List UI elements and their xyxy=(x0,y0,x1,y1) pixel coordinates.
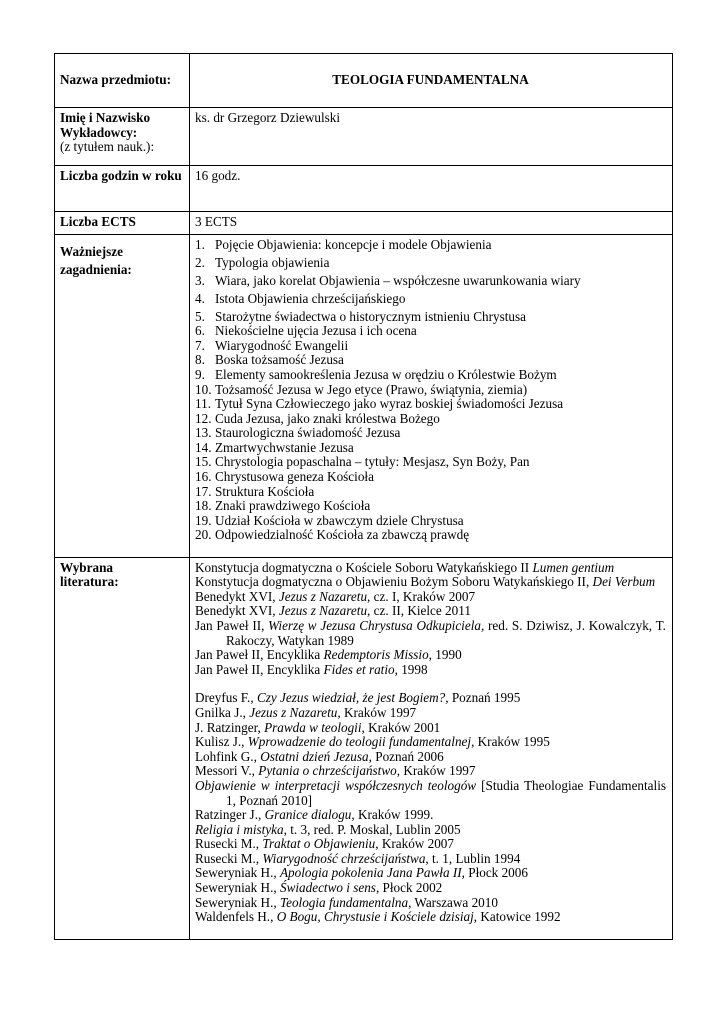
literature-details: , Płock 2006 xyxy=(461,865,528,881)
literature-details: , Kraków 2001 xyxy=(361,719,441,735)
literature-item xyxy=(195,764,666,779)
literature-title: Fides et ratio xyxy=(323,661,395,677)
literature-item xyxy=(195,837,666,852)
topic-number: 11. xyxy=(195,396,211,412)
literature-author: Konstytucja dogmatyczna o Objawieniu Bożym Soboru Watykańskiego II, xyxy=(195,574,593,590)
literature-author: Ratzinger J., xyxy=(195,807,265,823)
literature-item xyxy=(195,561,666,576)
literature-title: Teologia fundamentalna xyxy=(279,894,409,910)
topic-number: 12. xyxy=(195,410,212,426)
literature-item xyxy=(195,619,666,648)
topic-number: 8. xyxy=(195,352,205,368)
topic-item xyxy=(195,324,666,339)
literature-label-line2: literatura: xyxy=(60,574,119,590)
topic-number: 19. xyxy=(195,512,212,528)
topic-text: Odpowiedzialność Kościoła za zbawczą prawdę xyxy=(215,527,470,543)
literature-title: Czy Jezus wiedział, że jest Bogiem? xyxy=(256,690,446,706)
hours-value: 16 godz. xyxy=(190,166,673,212)
topic-number: 13. xyxy=(195,425,212,441)
literature-item xyxy=(195,706,666,721)
topic-item xyxy=(195,383,666,398)
literature-details: , t. 1, Lublin 1994 xyxy=(425,850,521,866)
literature-author: Jan Paweł II, Encyklika xyxy=(195,647,324,663)
literature-title: Jezus z Nazaretu, xyxy=(278,588,371,604)
topics-cell xyxy=(190,234,673,557)
literature-title: Jezus z Nazaretu, xyxy=(249,704,341,720)
topic-text: Niekościelne ujęcia Jezusa i ich ocena xyxy=(215,323,417,339)
literature-author: Jan Paweł II, xyxy=(195,617,269,633)
literature-title: Traktat o Objawieniu xyxy=(262,836,376,852)
literature-item xyxy=(195,750,666,765)
topic-item xyxy=(195,274,666,289)
lecturer-row xyxy=(55,108,673,166)
topics-list xyxy=(195,238,666,543)
topic-number: 20. xyxy=(195,527,212,543)
literature-title: O Bogu, Chrystusie i Kościele dzisiaj xyxy=(276,909,474,925)
literature-details: , Warszawa 2010 xyxy=(408,894,498,910)
topic-number: 16. xyxy=(195,469,212,485)
topic-text: Chrystusowa geneza Kościoła xyxy=(215,469,374,485)
topic-item xyxy=(195,528,666,543)
topic-item xyxy=(195,514,666,529)
topic-item xyxy=(195,310,666,325)
topic-text: Elementy samookreślenia Jezusa w orędziu o Królestwie Bożym xyxy=(215,366,557,382)
course-name-label: Nazwa przedmiotu: xyxy=(55,54,190,108)
topic-item xyxy=(195,426,666,441)
topic-text: Starożytne świadectwa o historycznym istnieniu Chrystusa xyxy=(215,308,526,324)
topic-item xyxy=(195,353,666,368)
topic-item xyxy=(195,441,666,456)
literature-details: , Kraków 1995 xyxy=(471,734,550,750)
literature-author: Benedykt XVI, xyxy=(195,603,279,619)
topics-row xyxy=(55,234,673,557)
hours-label: Liczba godzin w roku xyxy=(55,166,190,212)
literature-details: cz. I, Kraków 2007 xyxy=(370,588,476,604)
literature-title: Dei Verbum xyxy=(592,574,656,590)
topic-text: Pojęcie Objawienia: koncepcje i modele Objawienia xyxy=(215,236,492,252)
topic-item xyxy=(195,292,666,307)
topic-number: 10. xyxy=(195,381,212,397)
literature-author: Messori V., xyxy=(195,763,259,779)
literature-item xyxy=(195,881,666,896)
literature-row xyxy=(55,557,673,939)
topic-number: 5. xyxy=(195,308,205,324)
literature-item xyxy=(195,691,666,706)
lecturer-value: ks. dr Grzegorz Dziewulski xyxy=(190,108,673,166)
topics-label: Ważniejsze zagadnienia: xyxy=(60,243,132,277)
literature-details: red. S. Dziwisz, J. Kowalczyk, T. Rakoczy, Watykan 1989 xyxy=(226,617,666,648)
lecturer-label-line1: Imię i Nazwisko xyxy=(60,110,151,125)
literature-details: , 1998 xyxy=(394,661,428,677)
literature-author: Rusecki M., xyxy=(195,850,263,866)
topic-item xyxy=(195,256,666,271)
topic-item xyxy=(195,412,666,427)
topic-item xyxy=(195,470,666,485)
literature-title: Lumen gentium xyxy=(532,559,615,575)
topic-item xyxy=(195,368,666,383)
literature-item xyxy=(195,779,666,808)
literature-details: , Poznań 1995 xyxy=(445,690,521,706)
literature-item xyxy=(195,808,666,823)
literature-author: Benedykt XVI, xyxy=(195,588,279,604)
literature-title: Redemptoris Missio, xyxy=(323,647,432,663)
literature-item xyxy=(195,896,666,911)
ects-value: 3 ECTS xyxy=(190,212,673,235)
literature-details: , Kraków 1999. xyxy=(351,807,434,823)
literature-details: , Poznań 2006 xyxy=(368,748,444,764)
literature-title: Wiarygodność chrześcijaństwa xyxy=(262,850,426,866)
literature-title: Jezus z Nazaretu, xyxy=(278,603,371,619)
topic-item xyxy=(195,485,666,500)
topic-number: 9. xyxy=(195,366,205,382)
literature-details: 1990 xyxy=(431,647,462,663)
literature-details: , Katowice 1992 xyxy=(473,909,561,925)
literature-title: Pytania o chrześcijaństwo xyxy=(258,763,397,779)
topic-text: Struktura Kościoła xyxy=(215,483,315,499)
literature-item xyxy=(195,852,666,867)
literature-title: Ostatni dzień Jezusa xyxy=(260,748,369,764)
course-name-value: TEOLOGIA FUNDAMENTALNA xyxy=(190,54,673,108)
topic-text: Wiarygodność Ewangelii xyxy=(215,337,349,353)
literature-item xyxy=(195,823,666,838)
topic-text: Znaki prawdziwego Kościoła xyxy=(215,498,371,514)
topic-number: 7. xyxy=(195,337,205,353)
literature-details: , Kraków 1997 xyxy=(396,763,476,779)
topic-text: Staurologiczna świadomość Jezusa xyxy=(215,425,401,441)
literature-label-line1: Wybrana xyxy=(60,559,114,575)
literature-item xyxy=(195,866,666,881)
topic-text: Boska tożsamość Jezusa xyxy=(215,352,344,368)
literature-author: Seweryniak H., xyxy=(195,880,280,896)
literature-title: Religia i mistyka xyxy=(195,821,284,837)
literature-author: Rusecki M., xyxy=(195,836,263,852)
topic-text: Tytuł Syna Człowieczego jako wyraz boskiej świadomości Jezusa xyxy=(215,396,564,412)
literature-item xyxy=(195,575,666,590)
topic-text: Chrystologia popaschalna – tytuły: Mesjasz, Syn Boży, Pan xyxy=(215,454,530,470)
literature-author: Seweryniak H., xyxy=(195,865,280,881)
topic-number: 1. xyxy=(195,236,205,252)
literature-label xyxy=(55,557,190,939)
ects-row xyxy=(55,212,673,235)
literature-cell xyxy=(190,557,673,939)
topic-item xyxy=(195,397,666,412)
literature-title: Objawienie w interpretacji współczesnych teologów xyxy=(195,777,477,793)
literature-title: Apologia pokolenia Jana Pawła II xyxy=(279,865,462,881)
literature-item xyxy=(195,663,666,678)
topic-text: Istota Objawienia chrześcijańskiego xyxy=(215,290,406,306)
literature-details: cz. II, Kielce 2011 xyxy=(370,603,471,619)
literature-author: Jan Paweł II, Encyklika xyxy=(195,661,324,677)
topic-number: 15. xyxy=(195,454,212,470)
topic-number: 6. xyxy=(195,323,205,339)
literature-details: , t. 3, red. P. Moskal, Lublin 2005 xyxy=(283,821,461,837)
literature-author: Lohfink G., xyxy=(195,748,261,764)
literature-author: Konstytucja dogmatyczna o Kościele Soboru Watykańskiego II xyxy=(195,559,533,575)
topic-number: 14. xyxy=(195,439,212,455)
literature-item xyxy=(195,590,666,605)
topic-text: Wiara, jako korelat Objawienia – współczesne uwarunkowania wiary xyxy=(215,272,581,288)
literature-item xyxy=(195,648,666,663)
literature-title: Prawda w teologii xyxy=(264,719,362,735)
topic-number: 2. xyxy=(195,254,205,270)
lecturer-label-line2: Wykładowcy: xyxy=(60,124,138,140)
literature-item xyxy=(195,604,666,619)
topic-text: Typologia objawienia xyxy=(215,254,330,270)
topic-number: 17. xyxy=(195,483,212,499)
topic-item xyxy=(195,455,666,470)
literature-title: Świadectwo i sens xyxy=(279,880,376,896)
topics-label-cell xyxy=(55,234,190,557)
topic-text: Zmartwychwstanie Jezusa xyxy=(215,439,354,455)
lecturer-label xyxy=(55,108,190,166)
literature-author: Dreyfus F., xyxy=(195,690,257,706)
topic-number: 18. xyxy=(195,498,212,514)
topic-number: 4. xyxy=(195,290,205,306)
literature-list xyxy=(195,561,666,925)
topic-text: Cuda Jezusa, jako znaki królestwa Bożego xyxy=(215,410,440,426)
literature-item xyxy=(195,721,666,736)
literature-author: Gnilka J., xyxy=(195,704,250,720)
lecturer-label-line3: (z tytułem nauk.): xyxy=(60,139,155,155)
literature-details: , Kraków 2007 xyxy=(375,836,454,852)
course-name-row xyxy=(55,54,673,108)
literature-item xyxy=(195,735,666,750)
literature-details: Kraków 1997 xyxy=(340,704,417,720)
literature-details: , Płock 2002 xyxy=(375,880,443,896)
topic-item xyxy=(195,499,666,514)
topic-item xyxy=(195,339,666,354)
literature-title: Wprowadzenie do teologii fundamentalnej xyxy=(247,734,472,750)
ects-label: Liczba ECTS xyxy=(55,212,190,235)
literature-author: Seweryniak H., xyxy=(195,894,280,910)
topic-number: 3. xyxy=(195,272,205,288)
literature-author: J. Ratzinger, xyxy=(195,719,265,735)
literature-author: Kulisz J., xyxy=(195,734,248,750)
literature-author: Waldenfels H., xyxy=(195,909,277,925)
topic-item xyxy=(195,238,666,253)
literature-item xyxy=(195,910,666,925)
topic-text: Tożsamość Jezusa w Jego etyce (Prawo, świątynia, ziemia) xyxy=(215,381,528,397)
course-syllabus-table xyxy=(54,53,673,940)
literature-details: [Studia Theologiae Fundamentalis 1, Poznań 2010] xyxy=(226,777,666,808)
literature-title: Granice dialogu xyxy=(264,807,352,823)
hours-row xyxy=(55,166,673,212)
literature-title: Wierzę w Jezusa Chrystusa Odkupiciela, xyxy=(268,617,485,633)
topic-text: Udział Kościoła w zbawczym dziele Chrystusa xyxy=(215,512,464,528)
